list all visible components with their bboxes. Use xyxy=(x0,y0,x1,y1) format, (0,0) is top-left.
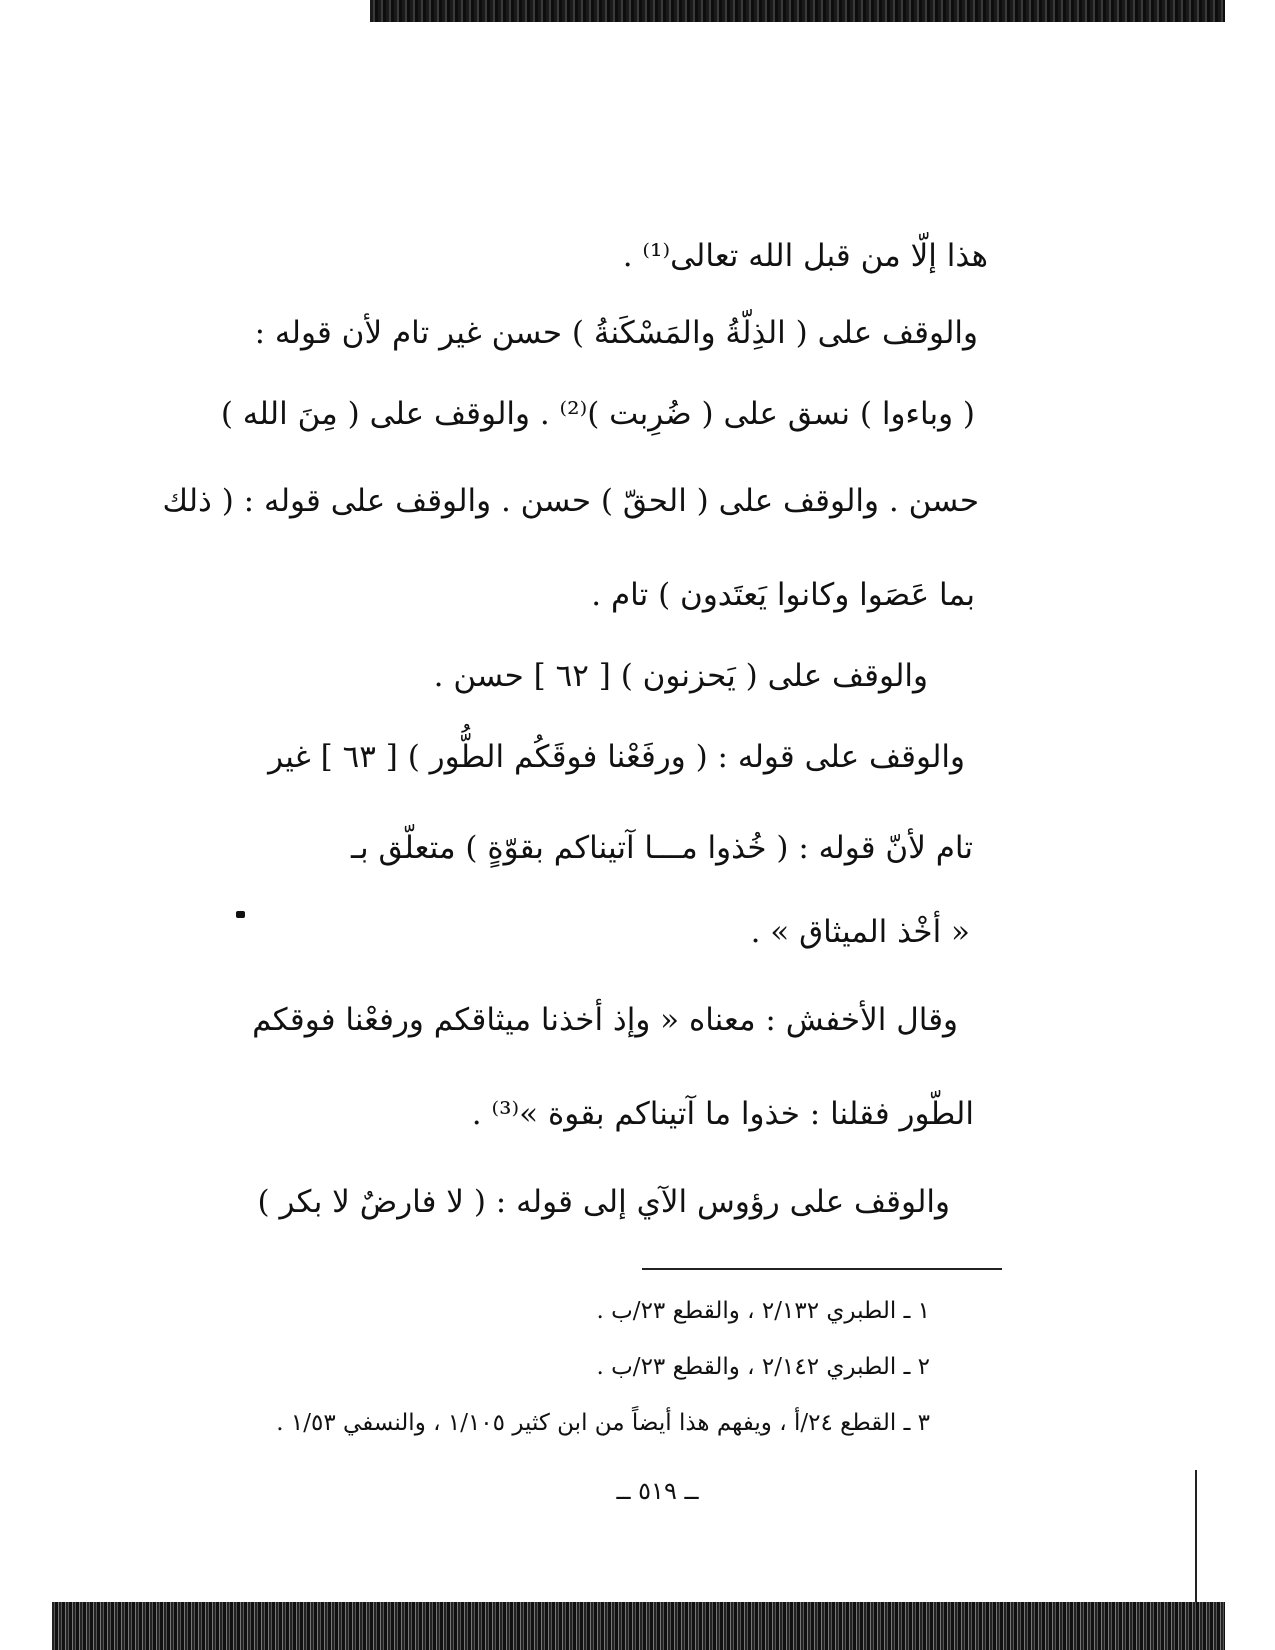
body-line-9: « أخْذ الميثاق » . xyxy=(750,914,970,950)
body-line-5: بما عَصَوا وكانوا يَعتَدون ) تام . xyxy=(591,577,975,613)
page-number: ــ ٥١٩ ــ xyxy=(616,1477,699,1505)
footnote-1: ١ ـ الطبري ٢/١٣٢ ، والقطع ٢٣/ب . xyxy=(596,1298,930,1324)
scan-edge-line xyxy=(1195,1470,1197,1605)
footnote-separator xyxy=(642,1268,1002,1270)
body-line-1: هذا إلّا من قبل الله تعالى⁽¹⁾ . xyxy=(622,238,988,274)
body-line-12: والوقف على رؤوس الآي إلى قوله : ( لا فارضٌ لا بكر ) xyxy=(257,1184,950,1220)
scan-edge-bottom xyxy=(52,1602,1225,1650)
body-line-2: والوقف على ( الذِلّةُ والمَسْكَنةُ ) حسن غير تام لأن قوله : xyxy=(254,315,978,351)
body-line-11: الطّور فقلنا : خذوا ما آتيناكم بقوة »⁽³⁾ . xyxy=(471,1096,974,1132)
body-line-7: والوقف على قوله : ( ورفَعْنا فوقَكُم الطُّور ) [ ٦٣ ] غير xyxy=(268,739,965,775)
footnote-3: ٣ ـ القطع ٢٤/أ ، ويفهم هذا أيضاً من ابن كثير ١/١٠٥ ، والنسفي ١/٥٣ . xyxy=(276,1410,930,1436)
footnote-2: ٢ ـ الطبري ٢/١٤٢ ، والقطع ٢٣/ب . xyxy=(596,1354,930,1380)
body-line-8: تام لأنّ قوله : ( خُذوا مـــا آتيناكم بقوّةٍ ) متعلّق بـ xyxy=(350,830,973,866)
body-line-4: حسن . والوقف على ( الحقّ ) حسن . والوقف على قوله : ( ذلك xyxy=(162,483,979,519)
body-line-6: والوقف على ( يَحزنون ) [ ٦٢ ] حسن . xyxy=(433,658,928,694)
body-line-3: ( وباءوا ) نسق على ( ضُرِبت )⁽²⁾ . والوقف على ( مِنَ الله ) xyxy=(220,396,975,432)
body-line-10: وقال الأخفش : معناه « وإذ أخذنا ميثاقكم ورفعْنا فوقكم xyxy=(252,1002,958,1038)
ink-dot xyxy=(236,911,245,918)
